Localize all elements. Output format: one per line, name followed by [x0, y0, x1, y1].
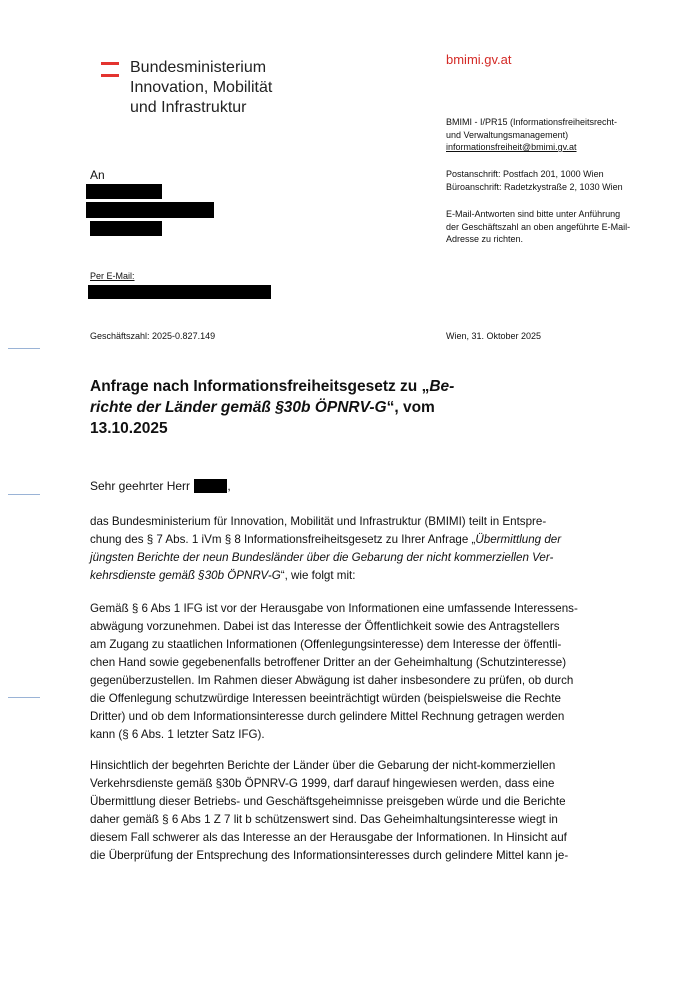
place-date: Wien, 31. Oktober 2025	[446, 331, 542, 341]
austrian-flag-icon	[101, 62, 119, 80]
salutation: Sehr geehrter Herr ,	[90, 479, 231, 493]
website-link[interactable]: bmimi.gv.at	[446, 52, 512, 67]
case-number: Geschäftszahl: 2025-0.827.149	[90, 331, 216, 341]
redacted-recipient-street	[86, 202, 214, 218]
redacted-recipient-name	[86, 184, 162, 199]
ministry-name: Bundesministerium Innovation, Mobilität und Infrastruktur	[130, 59, 273, 116]
paragraph-intro: das Bundesministerium für Innovation, Mobilität und Infrastruktur (BMIMI) teilt in Entspre- chung des § 7 Abs. 1 iVm § 8 Informationsfreiheitsgesetz zu Ihrer Anfrage „Übermittlung der jüngsten Berichte der neun Bundesländer über die Gebarung der nicht kommerziellen Ver- kehrsdienste gemäß §30b ÖPNRV-G“, wie folgt mit:	[90, 515, 562, 582]
department-info: BMIMI - I/PR15 (Informationsfreiheitsrecht- und Verwaltungsmanagement) informationsfreiheit@bmimi.gv.at	[446, 116, 646, 154]
address-info: Postanschrift: Postfach 201, 1000 Wien Büroanschrift: Radetzkystraße 2, 1030 Wien	[446, 169, 623, 192]
redacted-recipient-email	[88, 285, 271, 299]
reply-note: E-Mail-Antworten sind bitte unter Anführung der Geschäftszahl an oben angeführte E-Mail- Adresse zu richten.	[446, 209, 631, 244]
department-email-link[interactable]: informationsfreiheit@bmimi.gv.at	[446, 142, 577, 152]
redacted-recipient-city	[90, 221, 162, 236]
fold-mark	[8, 494, 40, 495]
paragraph-balancing: Gemäß § 6 Abs 1 IFG ist vor der Herausgabe von Informationen eine umfassende Interessens- abwägung vorzunehmen. Dabei ist das Interesse der Öffentlichkeit sowie des Antragstellers am Zugang zu staatlichen Informationen (Offenlegungsinteresse) dem Interesse der öffentli- chen Hand sowie gegebenenfalls betroffener Dritter an der Geheimhaltung (Schutzinteresse) gegenüberzustellen. Im Rahmen dieser Abwägung ist daher insbesondere zu prüfen, ob durch die Offenlegung schutzwürdige Interessen beeinträchtigt würden (beispielsweise die Rechte Dritter) und ob dem Informationsinteresse durch gelindere Mittel Rechnung getragen werden kann (§ 6 Abs. 1 letzter Satz IFG).	[90, 602, 578, 741]
redacted-recipient-surname	[194, 479, 227, 493]
letter-subject: Anfrage nach Informationsfreiheitsgesetz zu „Be- richte der Länder gemäß §30b ÖPNRV-G“, vom 13.10.2025	[90, 378, 455, 437]
recipient-label: An	[90, 168, 105, 182]
fold-mark	[8, 348, 40, 349]
fold-mark	[8, 697, 40, 698]
paragraph-decision: Hinsichtlich der begehrten Berichte der Länder über die Gebarung der nicht-kommerziellen Verkehrsdienste gemäß §30b ÖPNRV-G 1999, darf darauf hingewiesen werden, dass eine Übermittlung dieser Betriebs- und Geschäftsgeheimnisse preisgeben würde und die Berichte daher gemäß § 6 Abs 1 Z 7 lit b schützenswert sind. Das Geheimhaltungsinteresse wiegt in diesem Fall schwerer als das Interesse an der Herausgabe der Informationen. In Hinsicht auf die Überprüfung der Entsprechung des Informationsinteresses durch gelindere Mittel kann je-	[90, 759, 569, 862]
per-email-label: Per E-Mail:	[90, 271, 135, 281]
